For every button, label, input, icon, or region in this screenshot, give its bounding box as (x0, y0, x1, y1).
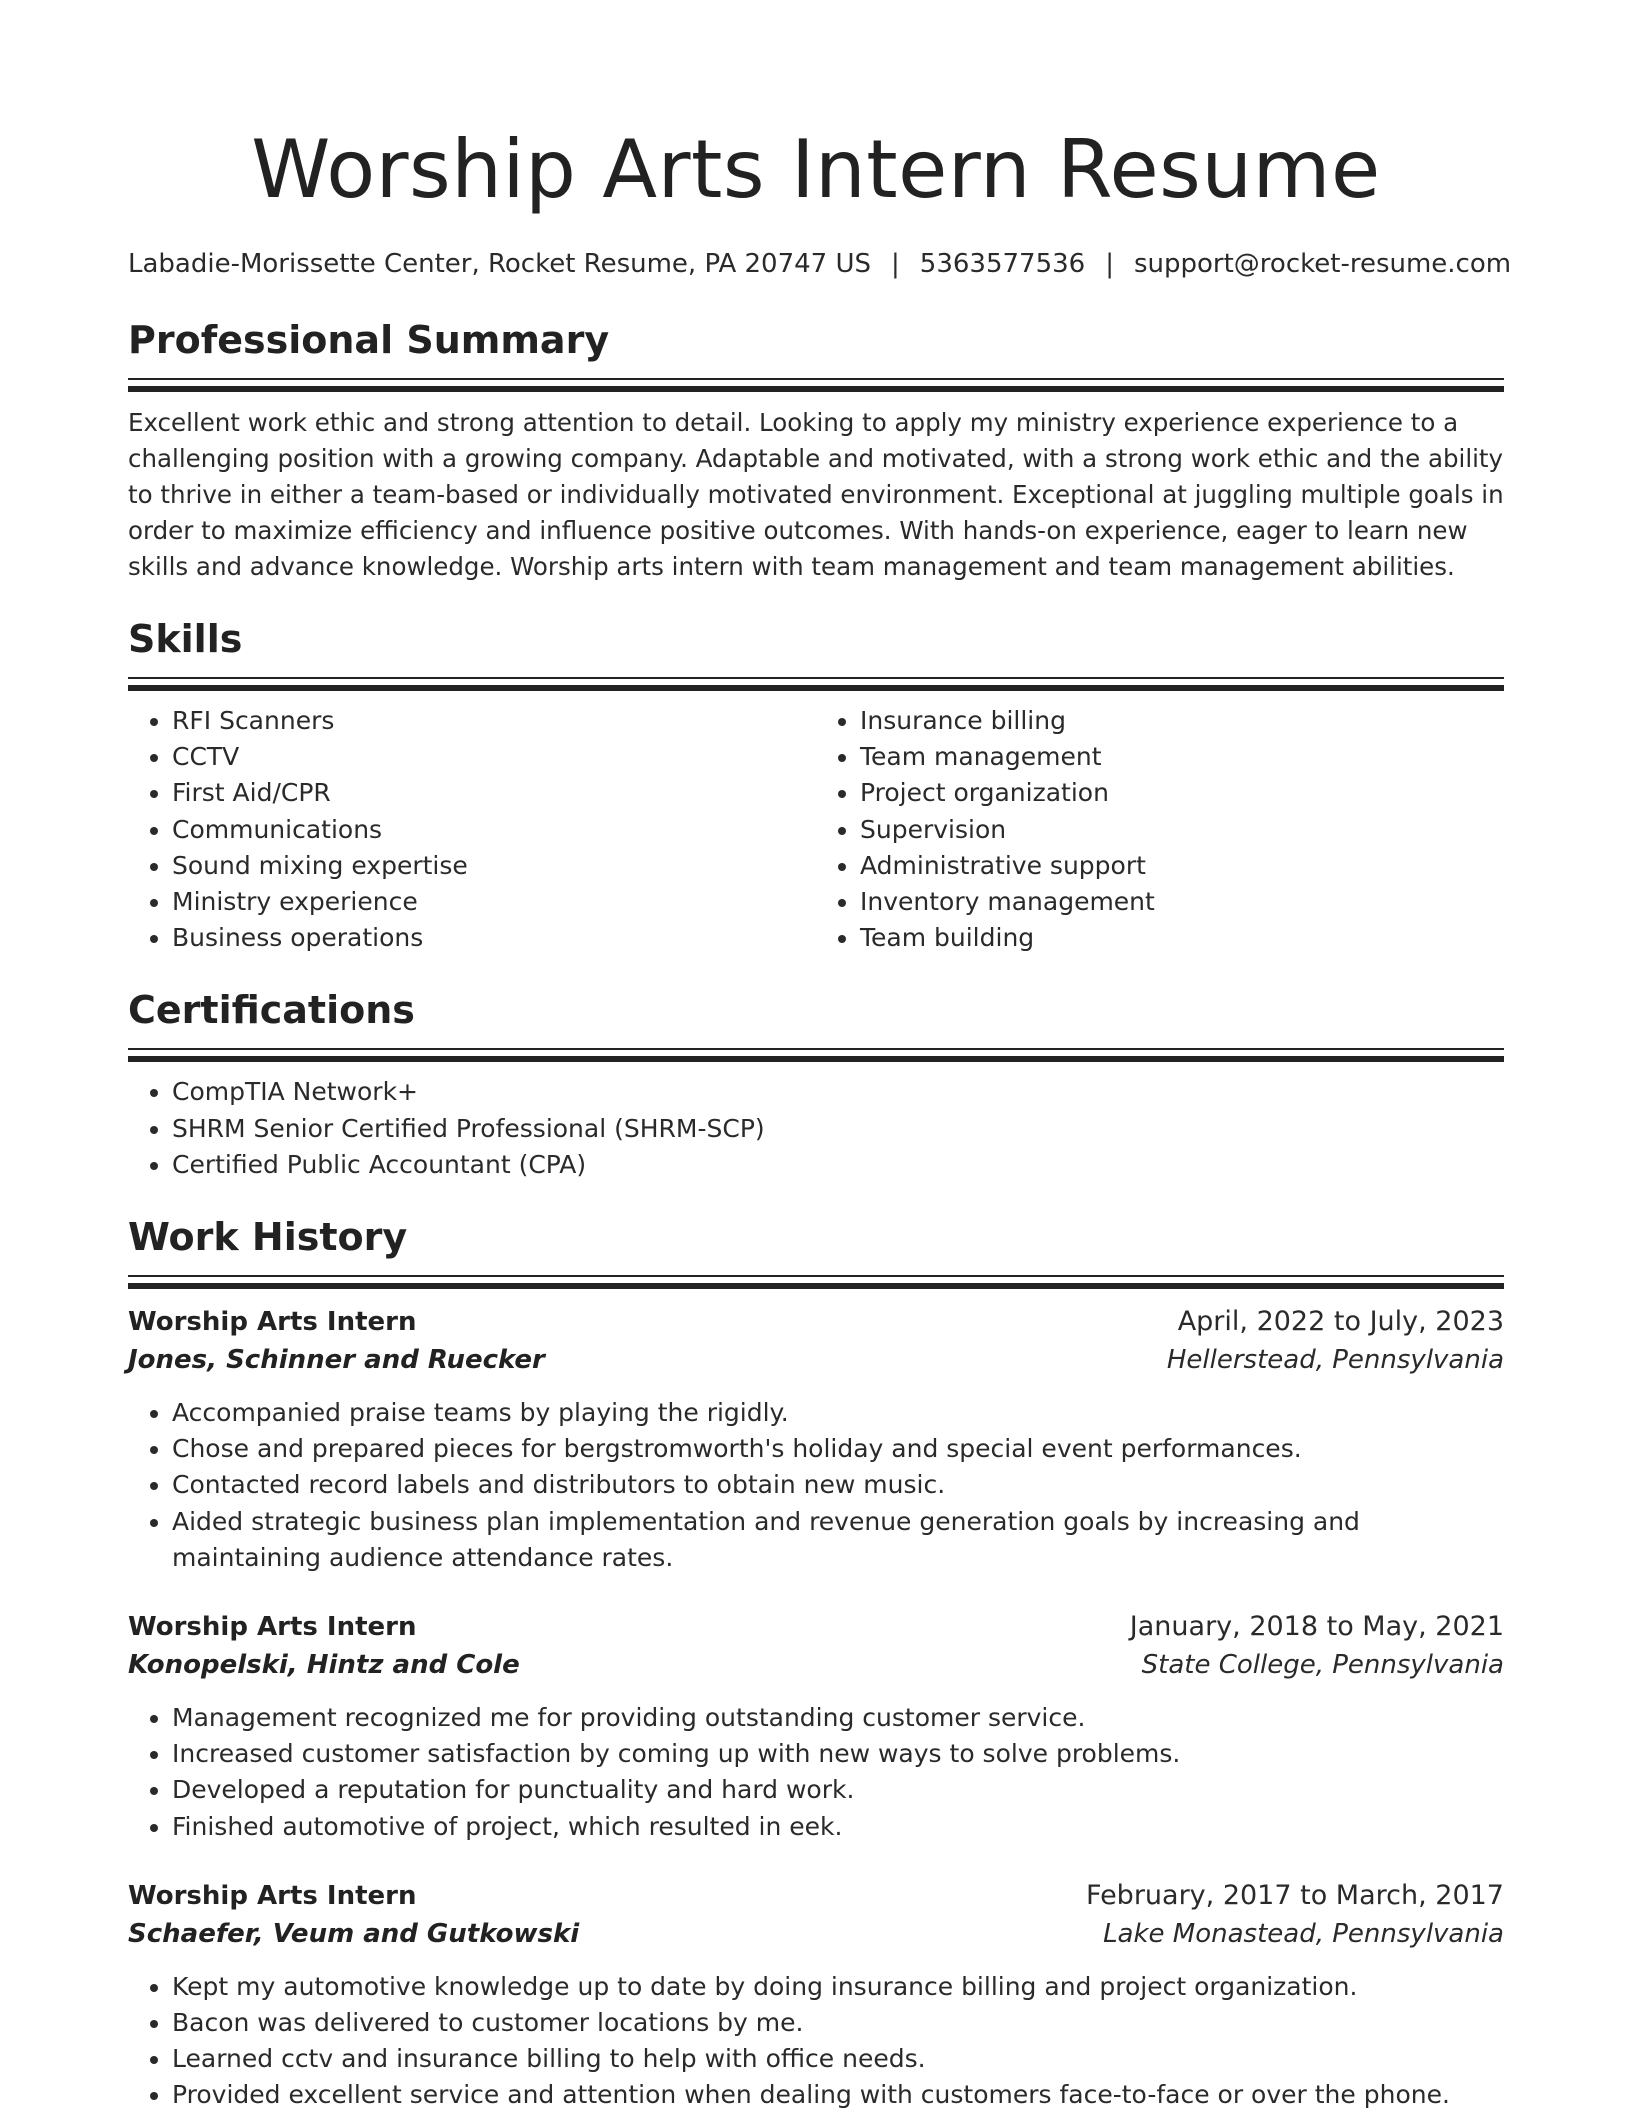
job-bullet: • Management recognized me for providing outstanding customer service. (172, 1700, 1504, 1736)
job-bullet: • Kept my automotive knowledge up to date by doing insurance billing and project organization. (172, 1969, 1504, 2005)
certifications-section (128, 986, 1504, 1183)
contact-phone: 5363577536 (919, 249, 1086, 279)
skill-item: • Supervision (860, 812, 1504, 848)
skills-list-left (128, 703, 816, 956)
section-divider (128, 1275, 1504, 1289)
skill-item: • CCTV (172, 739, 816, 775)
certification-item: • SHRM Senior Certified Professional (SHRM-SCP) (172, 1111, 1504, 1147)
job-bullet: • Increased customer satisfaction by coming up with new ways to solve problems. (172, 1736, 1504, 1772)
contact-email: support@rocket-resume.com (1133, 249, 1512, 279)
work-history-heading: Work History (128, 1215, 408, 1260)
job-bullet: • Accompanied praise teams by playing the rigidly. (172, 1395, 1504, 1431)
skill-item: • Administrative support (860, 848, 1504, 884)
job-location: Hellerstead, Pennsylvania (1166, 1345, 1504, 1376)
summary-text: Excellent work ethic and strong attention to detail. Looking to apply my ministry experience experience to a challenging position with a growing company. Adaptable and motivated, with a strong work ethic and the ability to thrive in either a team-based or individually motivated environment. Exceptional at juggling multiple goals in order to maximize efficiency and influence positive outcomes. With hands-on experience, eager to learn new skills and advance knowledge. Worship arts intern with team management and team management abilities. (128, 408, 1504, 581)
skill-item: • Communications (172, 812, 816, 848)
job-company: Konopelski, Hintz and Cole (128, 1650, 520, 1681)
skill-item: • Business operations (172, 920, 816, 956)
section-divider (128, 378, 1504, 392)
skill-item: • Insurance billing (860, 703, 1504, 739)
skill-item: • Team management (860, 739, 1504, 775)
skills-section (128, 615, 1504, 956)
job-bullet: • Finished automotive of project, which resulted in eek. (172, 1809, 1504, 1845)
skill-item: • First Aid/CPR (172, 775, 816, 811)
work-history-section (128, 1213, 1504, 2114)
job-bullets (128, 1395, 1504, 1576)
job-location: Lake Monastead, Pennsylvania (1103, 1918, 1504, 1949)
section-divider (128, 1048, 1504, 1062)
resume-title: Worship Arts Intern Resume (251, 123, 1381, 216)
job-bullet: • Learned cctv and insurance billing to help with office needs. (172, 2041, 1504, 2077)
job-dates: April, 2022 to July, 2023 (1177, 1306, 1504, 1338)
contact-separator: | (1105, 249, 1114, 279)
job-bullets (128, 1700, 1504, 1845)
contact-address: Labadie-Morissette Center, Rocket Resume, PA 20747 US (128, 249, 872, 279)
certification-item: • Certified Public Accountant (CPA) (172, 1147, 1504, 1183)
job-bullet: • Chose and prepared pieces for bergstromworth's holiday and special event performances. (172, 1431, 1504, 1467)
job-bullet: • Provided excellent service and attention when dealing with customers face-to-face or over the phone. (172, 2077, 1504, 2113)
job-bullets (128, 1969, 1504, 2114)
certification-item: • CompTIA Network+ (172, 1074, 1504, 1110)
job-dates: February, 2017 to March, 2017 (1086, 1879, 1504, 1911)
job-bullet: • Developed a reputation for punctuality and hard work. (172, 1772, 1504, 1808)
skill-item: • Team building (860, 920, 1504, 956)
skills-list-right (816, 703, 1504, 956)
contact-separator: | (891, 249, 900, 279)
skill-item: • RFI Scanners (172, 703, 816, 739)
job-title: Worship Arts Intern (128, 1612, 417, 1643)
skills-heading: Skills (128, 617, 243, 661)
job-entry (128, 1877, 1504, 2114)
skill-item: • Project organization (860, 775, 1504, 811)
job-bullet: • Bacon was delivered to customer locations by me. (172, 2005, 1504, 2041)
job-entry (128, 1303, 1504, 1576)
summary-section (128, 316, 1504, 585)
contact-line (128, 246, 1512, 282)
certifications-list (128, 1074, 1504, 1183)
job-entry (128, 1608, 1504, 1845)
job-company: Jones, Schinner and Ruecker (128, 1345, 545, 1376)
summary-heading: Professional Summary (128, 318, 610, 362)
section-divider (128, 677, 1504, 691)
skills-grid (128, 703, 1504, 956)
job-bullet: • Aided strategic business plan implementation and revenue generation goals by increasing and maintaining audience attendance rates. (172, 1504, 1504, 1576)
job-company: Schaefer, Veum and Gutkowski (128, 1918, 580, 1949)
skill-item: • Inventory management (860, 884, 1504, 920)
job-title: Worship Arts Intern (128, 1880, 417, 1911)
job-bullet: • Contacted record labels and distributors to obtain new music. (172, 1467, 1504, 1503)
job-location: State College, Pennsylvania (1141, 1650, 1504, 1681)
job-dates: January, 2018 to May, 2021 (1129, 1611, 1504, 1643)
job-title: Worship Arts Intern (128, 1307, 417, 1338)
certifications-heading: Certifications (128, 988, 415, 1033)
skill-item: • Sound mixing expertise (172, 848, 816, 884)
skill-item: • Ministry experience (172, 884, 816, 920)
